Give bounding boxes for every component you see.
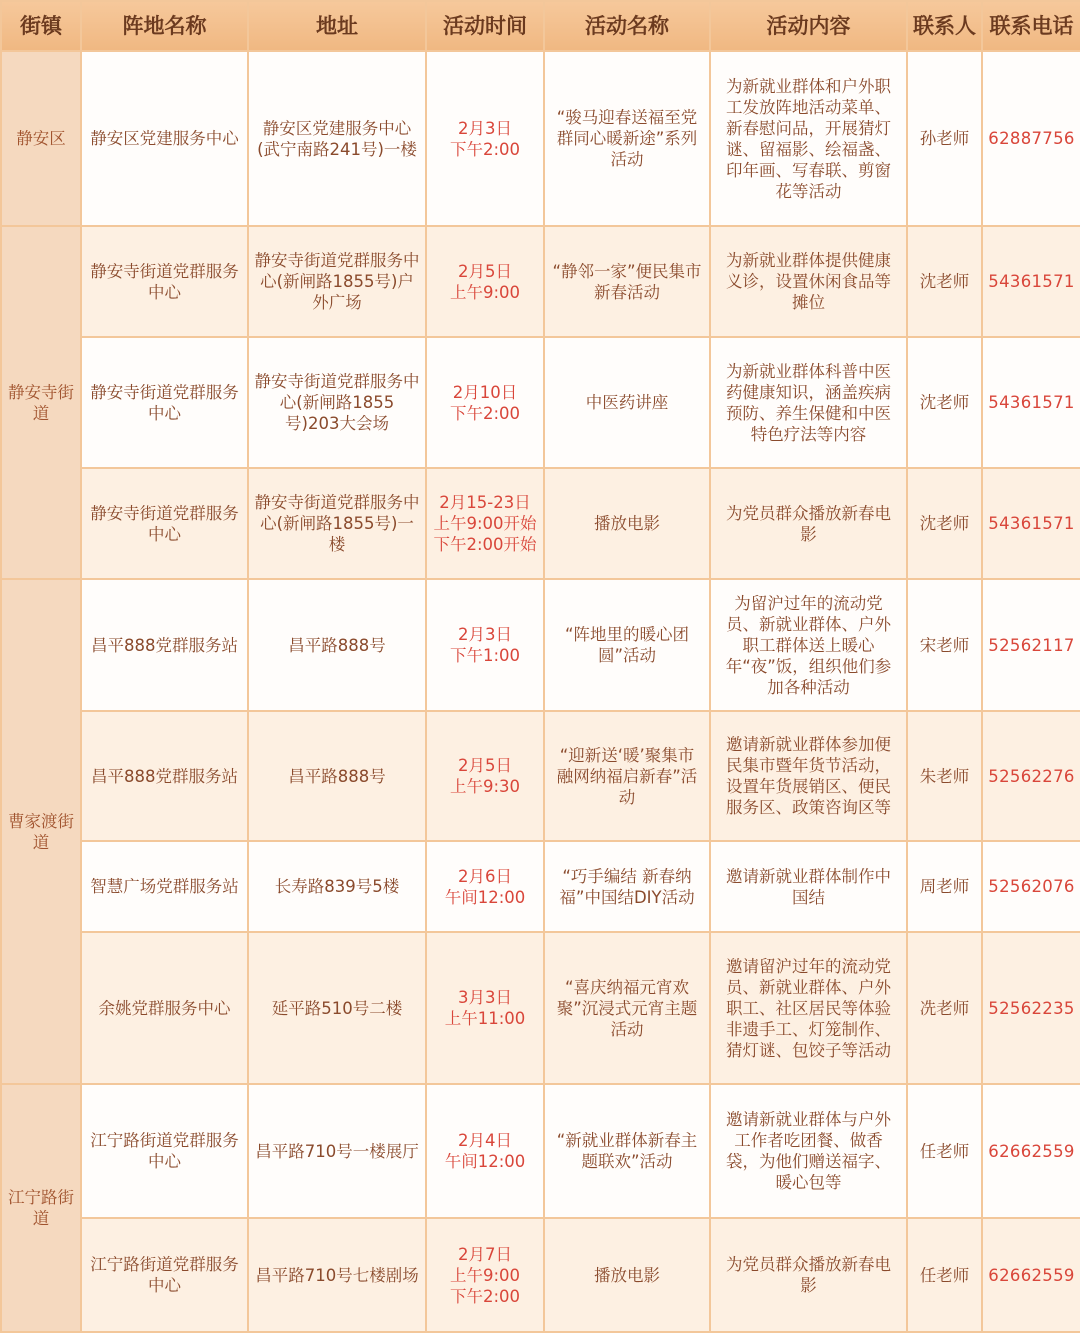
contact-cell: 朱老师	[907, 711, 982, 841]
activity-content-cell: 邀请新就业群体参加便民集市暨年货节活动，设置年货展销区、便民服务区、政策咨询区等	[710, 711, 907, 841]
time-cell: 2月10日 下午2:00	[426, 337, 544, 468]
table-row	[1, 51, 1080, 226]
header-address: 地址	[248, 1, 426, 51]
address-cell: 昌平路710号一楼展厅	[248, 1084, 426, 1218]
header-activity-content: 活动内容	[710, 1, 907, 51]
time-cell: 2月7日 上午9:00 下午2:00	[426, 1218, 544, 1332]
activity-name-cell: “静邻一家”便民集市新春活动	[544, 226, 710, 337]
table-row	[1, 711, 1080, 841]
phone-cell: 54361571	[982, 226, 1080, 337]
table-row	[1, 226, 1080, 337]
phone-cell: 52562235	[982, 932, 1080, 1084]
time-cell: 3月3日 上午11:00	[426, 932, 544, 1084]
time-cell: 2月5日 上午9:30	[426, 711, 544, 841]
venue-cell: 昌平888党群服务站	[81, 579, 248, 711]
venue-cell: 静安寺街道党群服务中心	[81, 468, 248, 579]
contact-cell: 任老师	[907, 1218, 982, 1332]
address-cell: 静安寺街道党群服务中心(新闸路1855号)一楼	[248, 468, 426, 579]
phone-cell: 62662559	[982, 1218, 1080, 1332]
header-activity-name: 活动名称	[544, 1, 710, 51]
activity-content-cell: 为党员群众播放新春电影	[710, 468, 907, 579]
phone-cell: 54361571	[982, 337, 1080, 468]
activity-content-cell: 邀请新就业群体与户外工作者吃团餐、做香袋，为他们赠送福字、暖心包等	[710, 1084, 907, 1218]
header-contact: 联系人	[907, 1, 982, 51]
header-town: 街镇	[1, 1, 81, 51]
address-cell: 昌平路710号七楼剧场	[248, 1218, 426, 1332]
activity-name-cell: “喜庆纳福元宵欢聚”沉浸式元宵主题活动	[544, 932, 710, 1084]
activity-content-cell: 为新就业群体提供健康义诊，设置休闲食品等摊位	[710, 226, 907, 337]
table-row	[1, 932, 1080, 1084]
venue-cell: 静安区党建服务中心	[81, 51, 248, 226]
table-row	[1, 1084, 1080, 1218]
table-row	[1, 468, 1080, 579]
phone-cell: 62887756	[982, 51, 1080, 226]
contact-cell: 沈老师	[907, 468, 982, 579]
activity-name-cell: 播放电影	[544, 1218, 710, 1332]
contact-cell: 沈老师	[907, 337, 982, 468]
time-cell: 2月15-23日 上午9:00开始 下午2:00开始	[426, 468, 544, 579]
address-cell: 延平路510号二楼	[248, 932, 426, 1084]
activity-content-cell: 为留沪过年的流动党员、新就业群体、户外职工群体送上暖心年“夜”饭，组织他们参加各种活动	[710, 579, 907, 711]
activity-content-cell: 邀请新就业群体制作中国结	[710, 841, 907, 932]
venue-cell: 昌平888党群服务站	[81, 711, 248, 841]
town-cell: 江宁路街道	[1, 1084, 81, 1332]
contact-cell: 孙老师	[907, 51, 982, 226]
address-cell: 静安寺街道党群服务中心(新闸路1855号)户外广场	[248, 226, 426, 337]
table-row	[1, 841, 1080, 932]
activity-name-cell: 播放电影	[544, 468, 710, 579]
phone-cell: 54361571	[982, 468, 1080, 579]
activity-name-cell: “骏马迎春送福至党群同心暖新途”系列活动	[544, 51, 710, 226]
contact-cell: 冼老师	[907, 932, 982, 1084]
table-row	[1, 337, 1080, 468]
activity-name-cell: “巧手编结 新春纳福”中国结DIY活动	[544, 841, 710, 932]
time-cell: 2月3日 下午1:00	[426, 579, 544, 711]
venue-cell: 静安寺街道党群服务中心	[81, 226, 248, 337]
activity-content-cell: 为新就业群体科普中医药健康知识，涵盖疾病预防、养生保健和中医特色疗法等内容	[710, 337, 907, 468]
phone-cell: 62662559	[982, 1084, 1080, 1218]
town-cell: 曹家渡街道	[1, 579, 81, 1084]
address-cell: 昌平路888号	[248, 711, 426, 841]
address-cell: 静安寺街道党群服务中心(新闸路1855号)203大会场	[248, 337, 426, 468]
header-time: 活动时间	[426, 1, 544, 51]
activity-name-cell: “新就业群体新春主题联欢”活动	[544, 1084, 710, 1218]
contact-cell: 宋老师	[907, 579, 982, 711]
contact-cell: 沈老师	[907, 226, 982, 337]
activity-content-cell: 为党员群众播放新春电影	[710, 1218, 907, 1332]
header-venue: 阵地名称	[81, 1, 248, 51]
header-phone: 联系电话	[982, 1, 1080, 51]
activity-name-cell: 中医药讲座	[544, 337, 710, 468]
venue-cell: 江宁路街道党群服务中心	[81, 1084, 248, 1218]
phone-cell: 52562076	[982, 841, 1080, 932]
town-cell: 静安区	[1, 51, 81, 226]
activity-name-cell: “阵地里的暖心团圆”活动	[544, 579, 710, 711]
venue-cell: 静安寺街道党群服务中心	[81, 337, 248, 468]
activity-content-cell: 为新就业群体和户外职工发放阵地活动菜单、新春慰问品，开展猜灯谜、留福影、绘福盏、印年画、写春联、剪窗花等活动	[710, 51, 907, 226]
phone-cell: 52562276	[982, 711, 1080, 841]
table-header-row	[1, 1, 1080, 51]
contact-cell: 任老师	[907, 1084, 982, 1218]
address-cell: 长寿路839号5楼	[248, 841, 426, 932]
activity-name-cell: “迎新送‘暖’聚集市 融网纳福启新春”活动	[544, 711, 710, 841]
table-row	[1, 1218, 1080, 1332]
venue-cell: 智慧广场党群服务站	[81, 841, 248, 932]
activity-content-cell: 邀请留沪过年的流动党员、新就业群体、户外职工、社区居民等体验非遗手工、灯笼制作、猜灯谜、包饺子等活动	[710, 932, 907, 1084]
venue-cell: 江宁路街道党群服务中心	[81, 1218, 248, 1332]
address-cell: 静安区党建服务中心(武宁南路241号)一楼	[248, 51, 426, 226]
town-cell: 静安寺街道	[1, 226, 81, 579]
address-cell: 昌平路888号	[248, 579, 426, 711]
time-cell: 2月3日 下午2:00	[426, 51, 544, 226]
venue-cell: 余姚党群服务中心	[81, 932, 248, 1084]
contact-cell: 周老师	[907, 841, 982, 932]
time-cell: 2月5日 上午9:00	[426, 226, 544, 337]
time-cell: 2月4日 午间12:00	[426, 1084, 544, 1218]
table-row	[1, 579, 1080, 711]
phone-cell: 52562117	[982, 579, 1080, 711]
time-cell: 2月6日 午间12:00	[426, 841, 544, 932]
